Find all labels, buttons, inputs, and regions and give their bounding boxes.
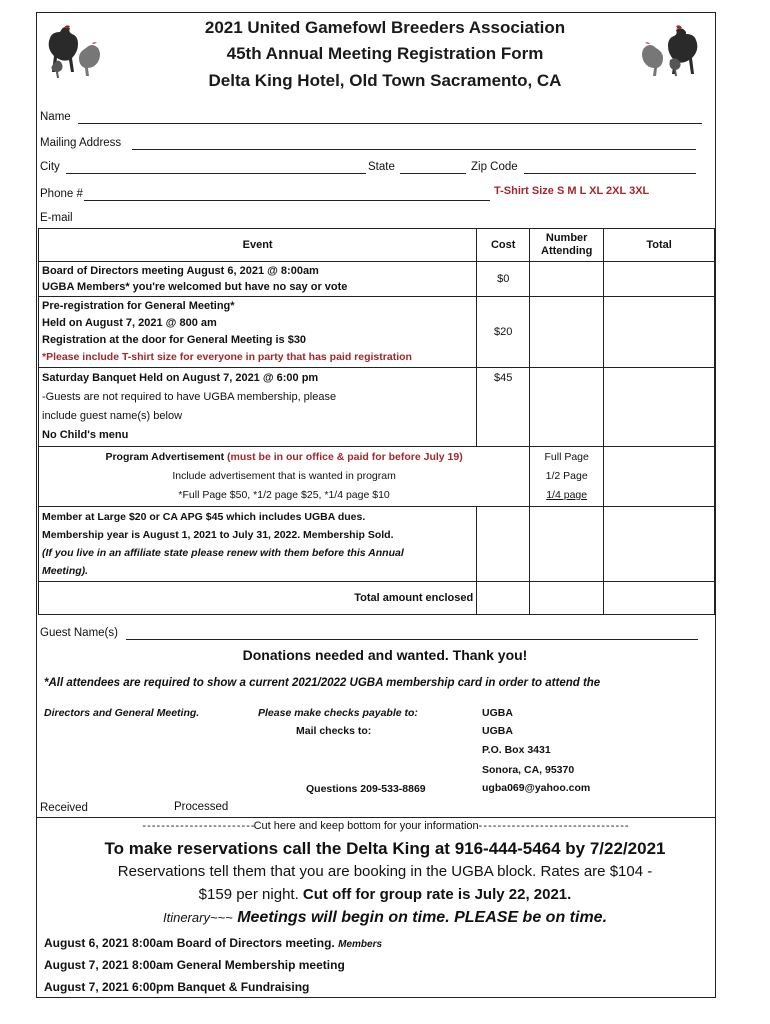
banquet-line3: include guest name(s) below — [42, 410, 183, 422]
prereg-line3: Registration at the door for General Meeting is $30 — [42, 334, 307, 346]
member-total-cell[interactable] — [604, 507, 715, 582]
city-field[interactable] — [66, 173, 366, 174]
itinerary-label: Itinerary~~~ — [162, 910, 233, 925]
prereg-note: *Please include T-shirt size for everyone in party that has paid registration — [42, 351, 412, 363]
tshirt-size-label: T-Shirt Size S M L XL 2XL 3XL — [494, 185, 650, 197]
cost-header: Cost — [477, 229, 530, 262]
header-title: 2021 United Gamefowl Breeders Association — [204, 18, 566, 37]
rate-text: $159 per night. — [198, 886, 299, 903]
table-row — [39, 368, 715, 447]
address-email: ugba069@yahoo.com — [482, 782, 591, 794]
state-label: State — [368, 161, 395, 173]
table-row — [39, 297, 715, 368]
address-org: UGBA — [482, 725, 513, 737]
itinerary-item-2: August 7, 2021 8:00am General Membership meeting — [44, 958, 345, 972]
reservation-call: To make reservations call the Delta King at 916-444-5464 by 7/22/2021 — [104, 839, 666, 858]
header-subtitle: 45th Annual Meeting Registration Form — [226, 44, 544, 63]
zip-label: Zip Code — [471, 161, 518, 173]
guest-label: Guest Name(s) — [40, 627, 118, 639]
itinerary-headline: Meetings will begin on time. PLEASE be on time. — [237, 909, 608, 926]
notice-line1: *All attendees are required to show a current 2021/2022 UGBA membership card in order to attend the — [44, 677, 601, 689]
banquet-total-cell[interactable] — [604, 368, 715, 447]
phone-field[interactable] — [84, 200, 490, 201]
reservation-line2: Reservations tell them that you are booking in the UGBA block. Rates are $104 - — [117, 863, 653, 880]
banquet-line1: Saturday Banquet Held on August 7, 2021 @ 6:00 pm — [42, 372, 319, 384]
member-line1: Member at Large $20 or CA APG $45 which includes UGBA dues. — [42, 511, 366, 523]
prereg-line2: Held on August 7, 2021 @ 800 am — [42, 317, 217, 329]
table-header-row — [39, 229, 715, 262]
table-row — [39, 582, 715, 615]
mailing-field[interactable] — [132, 149, 696, 150]
address-box: P.O. Box 3431 — [482, 744, 551, 756]
board-line2: UGBA Members* you're welcomed but have no say or vote — [42, 281, 348, 293]
header-venue: Delta King Hotel, Old Town Sacramento, CA — [208, 71, 562, 90]
reservation-line3 — [0, 886, 770, 903]
board-line1: Board of Directors meeting August 6, 2021 @ 8:00am — [42, 265, 319, 277]
prereg-total-cell[interactable] — [604, 297, 715, 368]
cut-line: - - - - - - - - - - - - - - - - - - - - - - - -Cut here and keep bottom for your information- - - - - - - - - - - - - - - - - - - - - - - - - - - - - - - - — [142, 820, 628, 832]
questions-phone: Questions 209-533-8869 — [306, 783, 426, 795]
prereg-line1: Pre-registration for General Meeting* — [42, 300, 235, 312]
ad-note: (must be in our office & paid for before July 19) — [227, 451, 463, 463]
phone-label: Phone # — [40, 188, 83, 200]
member-line2: Membership year is August 1, 2021 to July 31, 2022. Membership Sold. — [42, 529, 394, 541]
table-row — [39, 447, 715, 507]
total-number-cell[interactable] — [530, 582, 604, 615]
table-row — [39, 262, 715, 297]
ad-option-full: Full Page — [544, 451, 589, 463]
ad-line3: *Full Page $50, *1/2 page $25, *1/4 page $10 — [178, 489, 390, 501]
table-row — [39, 507, 715, 582]
donations-text: Donations needed and wanted. Thank you! — [242, 647, 528, 663]
payee: UGBA — [482, 707, 513, 719]
name-field[interactable] — [78, 123, 702, 124]
total-amount-label: Total amount enclosed — [39, 582, 477, 615]
board-number-cell[interactable] — [530, 262, 604, 297]
notice-line2: Directors and General Meeting. — [44, 707, 200, 719]
member-line3: (If you live in an affiliate state please renew with them before this Annual — [42, 547, 404, 559]
ad-option-quarter: 1/4 page — [546, 489, 588, 501]
itinerary-item-1-note: Members — [338, 939, 383, 950]
checks-payable-label: Please make checks payable to: — [258, 707, 418, 719]
ad-total-cell[interactable] — [604, 447, 715, 507]
board-total-cell[interactable] — [604, 262, 715, 297]
prereg-number-cell[interactable] — [530, 297, 604, 368]
email-label: E-mail — [40, 212, 73, 224]
number-header: Number Attending — [530, 229, 604, 262]
total-amount-cell[interactable] — [604, 582, 715, 615]
ad-option-half: 1/2 Page — [545, 470, 588, 482]
banquet-number-cell[interactable] — [530, 368, 604, 447]
board-cost: $0 — [477, 262, 530, 297]
name-label: Name — [40, 111, 71, 123]
member-number-cell[interactable] — [530, 507, 604, 582]
state-field[interactable] — [400, 173, 466, 174]
guest-field[interactable] — [126, 639, 698, 640]
event-header: Event — [39, 229, 477, 262]
banquet-cost: $45 — [477, 368, 530, 447]
registration-table — [38, 228, 715, 615]
cutoff-text: Cut off for group rate is July 22, 2021. — [302, 886, 572, 903]
itinerary-item-1 — [44, 936, 382, 950]
banquet-line4: No Child's menu — [42, 429, 129, 441]
zip-field[interactable] — [524, 173, 696, 174]
total-header: Total — [604, 229, 715, 262]
mailing-label: Mailing Address — [40, 137, 122, 149]
itinerary-item-1-text: August 6, 2021 8:00am Board of Directors meeting. — [44, 936, 335, 950]
received-label: Received — [40, 802, 88, 814]
mail-checks-label: Mail checks to: — [296, 725, 372, 737]
banquet-line2: -Guests are not required to have UGBA membership, please — [42, 391, 337, 403]
prereg-cost: $20 — [477, 297, 530, 368]
cut-line-text: Cut here and keep bottom for your information — [253, 820, 479, 832]
address-city: Sonora, CA, 95370 — [482, 764, 575, 776]
member-line4: Meeting). — [42, 565, 89, 577]
ad-label: Program Advertisement — [105, 451, 225, 463]
city-label: City — [40, 161, 60, 173]
itinerary-item-3: August 7, 2021 6:00pm Banquet & Fundraising — [44, 980, 310, 994]
divider — [36, 817, 716, 818]
ad-line2: Include advertisement that is wanted in program — [172, 470, 396, 482]
itinerary-banner — [0, 909, 770, 927]
processed-label: Processed — [174, 801, 229, 813]
